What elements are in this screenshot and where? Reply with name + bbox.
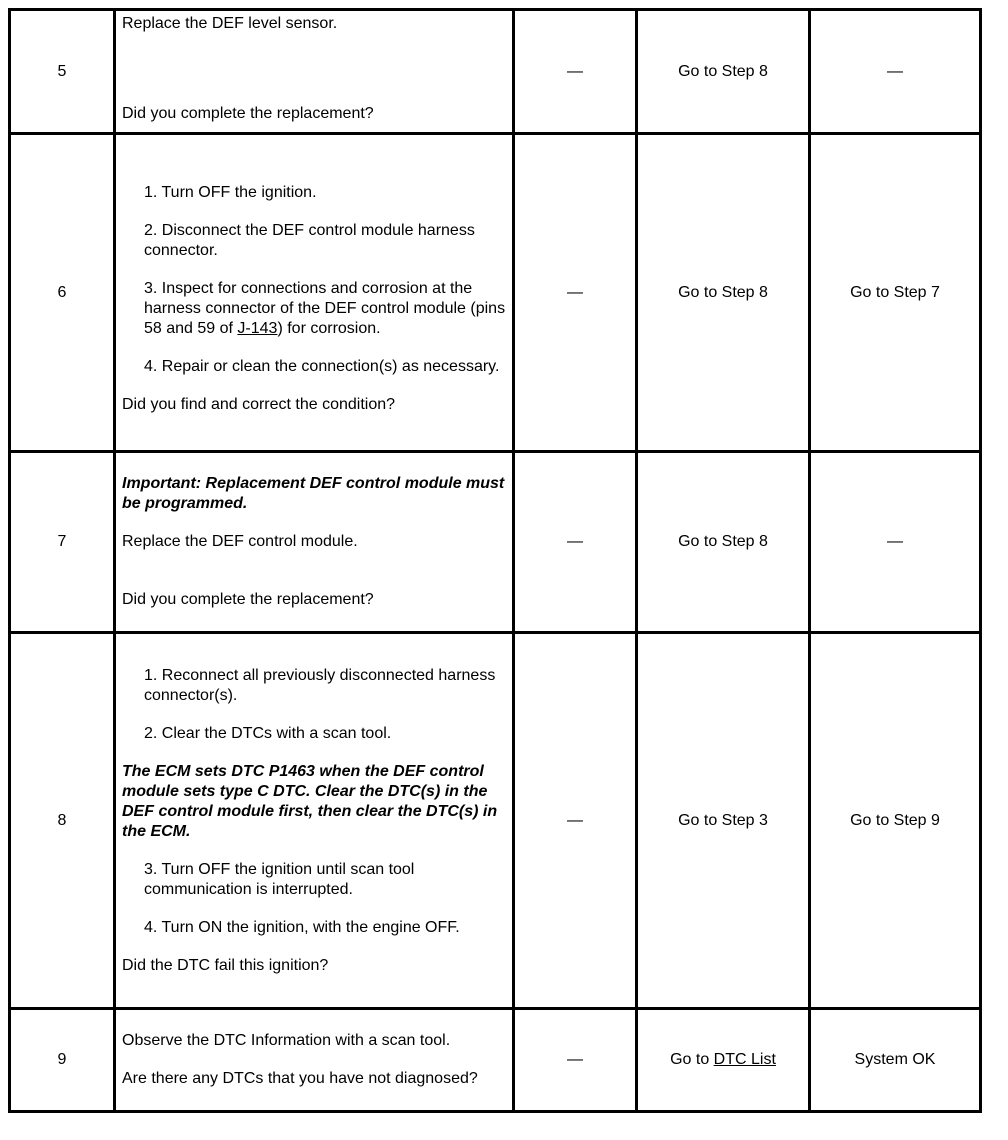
list-item: 1. Turn OFF the ignition.: [144, 183, 317, 201]
list-item: 4. Repair or clean the connection(s) as necessary.: [144, 357, 500, 375]
important-note: Important: Replacement DEF control module must be programmed.: [122, 475, 505, 512]
table-row: [10, 10, 981, 134]
question-text: Did the DTC fail this ignition?: [122, 956, 329, 974]
no-cell: —: [810, 10, 981, 134]
step-number: 7: [10, 452, 115, 633]
step-number: 8: [10, 633, 115, 1009]
yes-cell: Go to Step 8: [637, 10, 810, 134]
question-text: Are there any DTCs that you have not diagnosed?: [122, 1070, 478, 1087]
list-item: 1. Reconnect all previously disconnected harness connector(s).: [144, 666, 496, 704]
diagnostic-table: [8, 8, 982, 1113]
yes-cell: Go to Step 8: [637, 452, 810, 633]
question-text: Did you complete the replacement?: [122, 591, 374, 608]
action-cell: [115, 134, 514, 452]
step-number: 5: [10, 10, 115, 134]
action-cell: [115, 10, 514, 134]
table-row: [10, 452, 981, 633]
no-cell: Go to Step 7: [810, 134, 981, 452]
dtc-list-link[interactable]: DTC List: [713, 1051, 776, 1068]
list-item: 2. Clear the DTCs with a scan tool.: [144, 724, 392, 742]
question-text: Did you find and correct the condition?: [122, 395, 396, 413]
values-cell: —: [514, 134, 637, 452]
no-cell: System OK: [810, 1009, 981, 1112]
yes-cell: Go to Step 8: [637, 134, 810, 452]
list-item: 2. Disconnect the DEF control module harness connector.: [144, 221, 475, 259]
table-row: [10, 633, 981, 1009]
action-cell: [115, 633, 514, 1009]
values-cell: —: [514, 1009, 637, 1112]
yes-cell: Go to DTC List: [637, 1009, 810, 1112]
table-row: [10, 1009, 981, 1112]
j143-link[interactable]: J-143: [237, 319, 278, 337]
action-cell: [115, 1009, 514, 1112]
action-text: Replace the DEF level sensor.: [122, 14, 338, 32]
important-note: The ECM sets DTC P1463 when the DEF control module sets type C DTC. Clear the DTC(s) in the DEF control module first, then clear the DTC(s) in the ECM.: [122, 762, 498, 840]
action-text: Replace the DEF control module.: [122, 533, 358, 550]
values-cell: —: [514, 633, 637, 1009]
no-cell: —: [810, 452, 981, 633]
action-text: Observe the DTC Information with a scan tool.: [122, 1032, 451, 1049]
step-number: 9: [10, 1009, 115, 1112]
action-cell: [115, 452, 514, 633]
list-item: 3. Turn OFF the ignition until scan tool communication is interrupted.: [144, 860, 415, 898]
values-cell: —: [514, 452, 637, 633]
table-row: [10, 134, 981, 452]
list-item: 4. Turn ON the ignition, with the engine OFF.: [144, 918, 460, 936]
yes-cell: Go to Step 3: [637, 633, 810, 1009]
step-number: 6: [10, 134, 115, 452]
values-cell: —: [514, 10, 637, 134]
no-cell: Go to Step 9: [810, 633, 981, 1009]
list-item: 3. Inspect for connections and corrosion at the harness connector of the DEF control module (pins 58 and 59 of J-143) for corrosion.: [144, 279, 506, 337]
question-text: Did you complete the replacement?: [122, 104, 374, 122]
